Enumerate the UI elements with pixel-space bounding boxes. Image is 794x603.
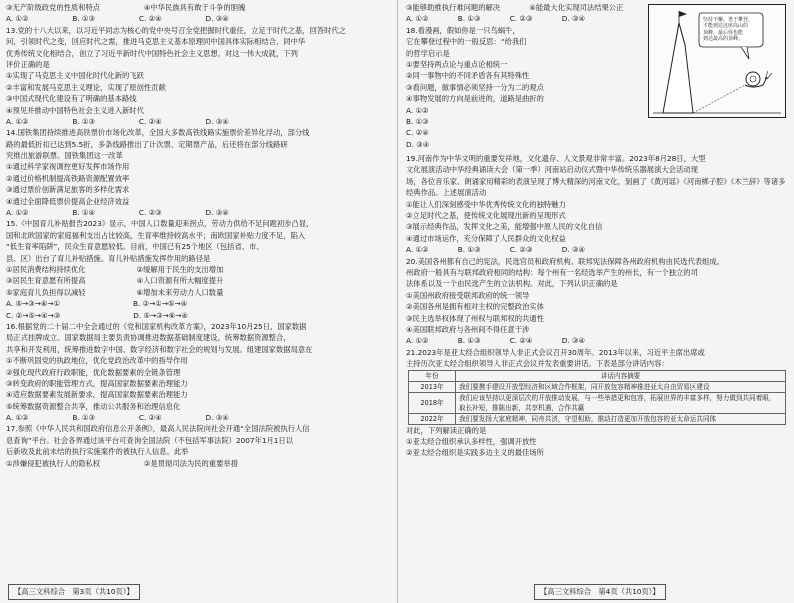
text-line: 18.看漫画，假如你是一只鸟蜗牛， [406,25,520,35]
text-line: 局正式挂牌成立。国家数据局主要负责协调推进数据基础制度建设，统筹数据资源整合， [6,333,291,343]
text-line: ①不断巩固党的执政地位，优化党政治改革中的指导作用 [6,356,188,366]
text-line: B. ①③ [406,116,429,126]
text-line: A. ①② B. ①③ C. ②③ D. ③④ [406,14,586,24]
text-line: A. ⑤→③→⑥→① B. ②→①→⑤→④ [6,299,188,309]
text-line: 经典作品。上述展演活动 [406,188,487,198]
text-line: 13.党的十八大以来，以习近平同志为核心的党中央号召全党把握时代重任，立足于时代之基，回答时代之 [6,25,346,35]
text-line: 究推出旅游联票。国铁集团这一改革 [6,151,123,161]
text-line: ④事物发展的方向是前进的，道路是曲折的 [406,94,544,104]
text-line: ⑤家庭育儿负担得以减轻 ⑥增加未来劳动力人口数量 [6,287,224,297]
page-4-footer: 【高三文科综合 第4页（共10页）】 [534,584,666,600]
text-line: ①亚太经合组织承认多样性，强调开放性 [406,436,537,446]
text-line: 15.《中国育儿补贴报告2023》显示，中国人口数量迎来拐点，劳动力供给不足问题初步凸显， [6,219,314,229]
text-line: 17.参照《中华人民共和国政府信息公开条例》，最高人民法院向社会开通“全国法院被执行人信 [6,424,310,434]
text-line: A. ①② B. ①③ C. ②③ D. ③④ [406,245,586,255]
text-line: 20.美国各州都有自己的宪法，民选官员和政府机构。联邦宪法保障各州政府机构由民选代表组成。 [406,256,725,266]
text-line: 文化展演活动中华经典诵读大会（第一季）河南站启动仪式暨中华传统乐器展演大会活动现 [406,165,698,175]
text-line: ③能够助推执行难问题的解决 ④能最大化实现司法结果公正 [406,3,624,12]
text-line: ②亚太经合组织是实践多边主义的最佳场所 [406,448,544,458]
text-line: ③通过票价创新满足旅客的多样化需求 [6,185,130,195]
question-21-answers [406,425,790,459]
page-3-text [6,2,390,469]
text-line: ②强化现代政府行政职能，优化数据要素的全链条管理 [6,367,181,377]
text-line: 后新收及此前未结的执行实施案件的被执行人信息。此举 [6,447,189,457]
text-line: ③展示经典作品，发挥文化之美，能增强中原人民的文化自信 [406,222,603,232]
table-year: 2018年 [409,392,456,413]
text-line: A. ①② B. ①③ C. ②④ D. ③④ [6,116,229,126]
text-line: A. ①② B. ①③ C. ②④ D. ③④ [6,413,229,423]
text-line: 19.河南作为中华文明的重要发祥地，文化遗存、人文景观非常丰富。2023年8月28日，大型 [406,154,706,164]
table-row [409,413,786,424]
text-line: ③看问题，做事情必须坚持一分为二的观点 [406,82,544,92]
text-line: 的哲学启示是 [406,48,450,58]
cartoon-caption-line: 才能到达这座高山的 [703,23,749,30]
table-header-year: 年份 [409,370,456,381]
speech-table [408,370,786,425]
cartoon-caption [703,17,763,43]
table-content [456,413,786,424]
cartoon-caption-line: 顶峰，最后你也能 [703,29,744,36]
text-line: 14.国铁集团持续推进高铁票价市场化改革，全国大多数高铁线路实施票价差异化浮动，部分线 [6,128,310,138]
text-line: ①居民消费结构持续优化 ②缓解用于民生的支出增加 [6,264,224,274]
text-line: 场，各位音乐家、朗诵家用精彩的表演呈现了博大精深的河南文化，刻画了《黄河谣》《河南梆子腔》《木兰辞》等诸多 [406,176,786,186]
text-line: “低生育率陷阱”，民众生育意愿较低。目前，中国已有25个地区（包括省、市、 [6,242,264,252]
text-line: 县、区）出台了育儿补贴措施。育儿补贴措施发挥作用的路径是 [6,253,211,263]
text-line: C. ②→⑤→④→③ D. ⑤→③→⑥→④ [6,310,188,320]
text-line: ③民主选举权体现了州权与联邦权的共通性 [406,313,544,323]
text-line: 优秀传统文化相结合，创立了习近平新时代中国特色社会主义思想。对这一伟大成就，下列 [6,48,298,58]
text-line: 共享和开发利用，统筹推进数字中国、数字经济和数字社会的规划与发展。组建国家数据局意在 [6,344,313,354]
cartoon-caption-line: 坚持不懈，勇于攀登， [703,17,754,23]
text-line: 16.根据党的二十届二中全会通过的《党和国家机构改革方案》，2023年10月25日，国家数据 [6,321,307,331]
questions-19-21-block [406,153,790,369]
text-line: 对此，下列解读正确的是 [406,425,487,435]
text-line: ②同一事物中的不同矛盾各有其特殊性 [406,71,530,81]
text-line: ②立足时代之基，使传统文化展现出新的呈现形式 [406,211,566,221]
text-line: 评价正确的是 [6,59,50,69]
text-line: 问，引领时代之变，回应时代之需，推进马克思主义基本原理同中国具体实际相结合、同中华 [6,37,306,47]
text-line: 它在攀登过程中的一般反思：“给我们 [406,37,527,47]
text-line: ②通过价格机制提高铁路资源配置效率 [6,173,130,183]
text-line: 路的最低折扣已达到5.5折，多条线路推出了计次票、定期票产品，后还将在部分线路研 [6,139,288,149]
text-line: ④通过市场运作，充分保障了人民群众的文化权益 [406,233,566,243]
page-4 [406,0,790,603]
cartoon-caption-line: 到达最高的顶峰。 [703,36,744,43]
table-header-row [409,370,786,381]
table-content-line: 我们要携手建设开放型经济和区域合作框架，同开放包容精神推进亚太自由贸易区建设 [459,382,710,391]
table-content [456,381,786,392]
text-line: 州政府一般具有与联邦政府相同的结构：每个州有一名经选举产生的州长，有一个独立的司 [406,267,698,277]
text-line: C. ②④ [406,128,429,138]
text-line: ③中国式现代化建设有了明确的基本路线 [6,94,137,104]
text-line: ②美国各州是拥有相对主权的完整政治实体 [406,302,544,312]
text-line: ②丰富和发展马克思主义理论，实现了原创性贡献 [6,82,166,92]
table-content-line: 我们要发扬大家庭精神，同舟共济，守望相助，推动打造更加开放包容的亚太命运共同体 [459,414,717,423]
text-line: ③无产阶级政党的性质和特点 ④中华民族具有敢于斗争的胆魄 [6,3,246,12]
table-year: 2013年 [409,381,456,392]
text-line: D. ③④ [406,139,430,149]
page-divider [397,0,398,603]
text-line: 息查询”平台。社会各界通过该平台可查询全国法院（不包括军事法院）2007年1月1日以 [6,435,294,445]
page-3 [6,0,390,603]
table-content [456,392,786,413]
page-3-footer: 【高三文科综合 第3页（共10页）】 [8,584,140,600]
text-line: A. ①② [406,105,429,115]
text-line: ③转变政府的职能管理方式，提高国家数据要素治理能力 [6,378,188,388]
table-year: 2022年 [409,413,456,424]
text-line: ①涉嫌侵犯被执行人的隐私权 ②是贯彻司法为民的重要举措 [6,458,238,468]
text-line: ④通过全面降低票价提高企业经济效益 [6,196,130,206]
table-content-line: 我们应该坚持以更深层次的开放推动发展，与一些举措更和包容，拓展世界的丰富多样，努力做到共同着眼， [459,393,776,402]
text-line: 主持历次亚太经合组织领导人非正式会议并发表重要讲话。下表是部分讲话内容： [406,359,669,369]
text-line: ①实现了马克思主义中国化时代化新的飞跃 [6,71,144,81]
text-line: ④美国联邦政府与各州间不得任意干涉 [406,324,530,334]
text-line: A. ①② B. ①③ C. ②④ D. ③④ [6,14,229,24]
table-row [409,392,786,413]
text-line: 法体系以及一个由民选产生的立法机构。对此，下列认识正确的是 [406,279,618,289]
text-line: ④适应数据要素发展新要求，提高国家数据要素治理能力 [6,390,188,400]
text-line: 21.2023年是亚太经合组织领导人非正式会议召开30周年。2013年以来，习近平主席出席或 [406,347,705,357]
table-content-line: 取长补短，推陈出新，共享机遇，合作共赢 [459,403,585,412]
text-line: 国和北欧国家的家庭福利支出占比较高，生育率维持较高水平；南欧国家补贴力度不足，陷入 [6,230,306,240]
text-line: ⑤统筹数据资源整合共享，推动公共服务和治理信息化 [6,401,181,411]
text-line: ①美国州政府接受联邦政府的统一领导 [406,290,530,300]
text-line: ④预见并推动中国特色社会主义进入新时代 [6,105,144,115]
text-line: ①通过科学家视调控更好发挥市场作用 [6,162,130,172]
text-line: A. ①② B. ①③ C. ②④ D. ③④ [406,336,586,346]
cartoon-snail-mountain [648,4,786,118]
text-line: A. ①② B. ①④ C. ②③ D. ③④ [6,208,229,218]
table-row [409,381,786,392]
table-header-content: 讲话内容摘要 [456,370,786,381]
text-line: ①能让人们深刻感受中华优秀传统文化的独特魅力 [406,199,566,209]
text-line: ③居民生育意愿有所提高 ④人口资源有所大幅度提升 [6,276,224,286]
text-line: ①要坚持两点论与重点论相统一 [406,59,508,69]
